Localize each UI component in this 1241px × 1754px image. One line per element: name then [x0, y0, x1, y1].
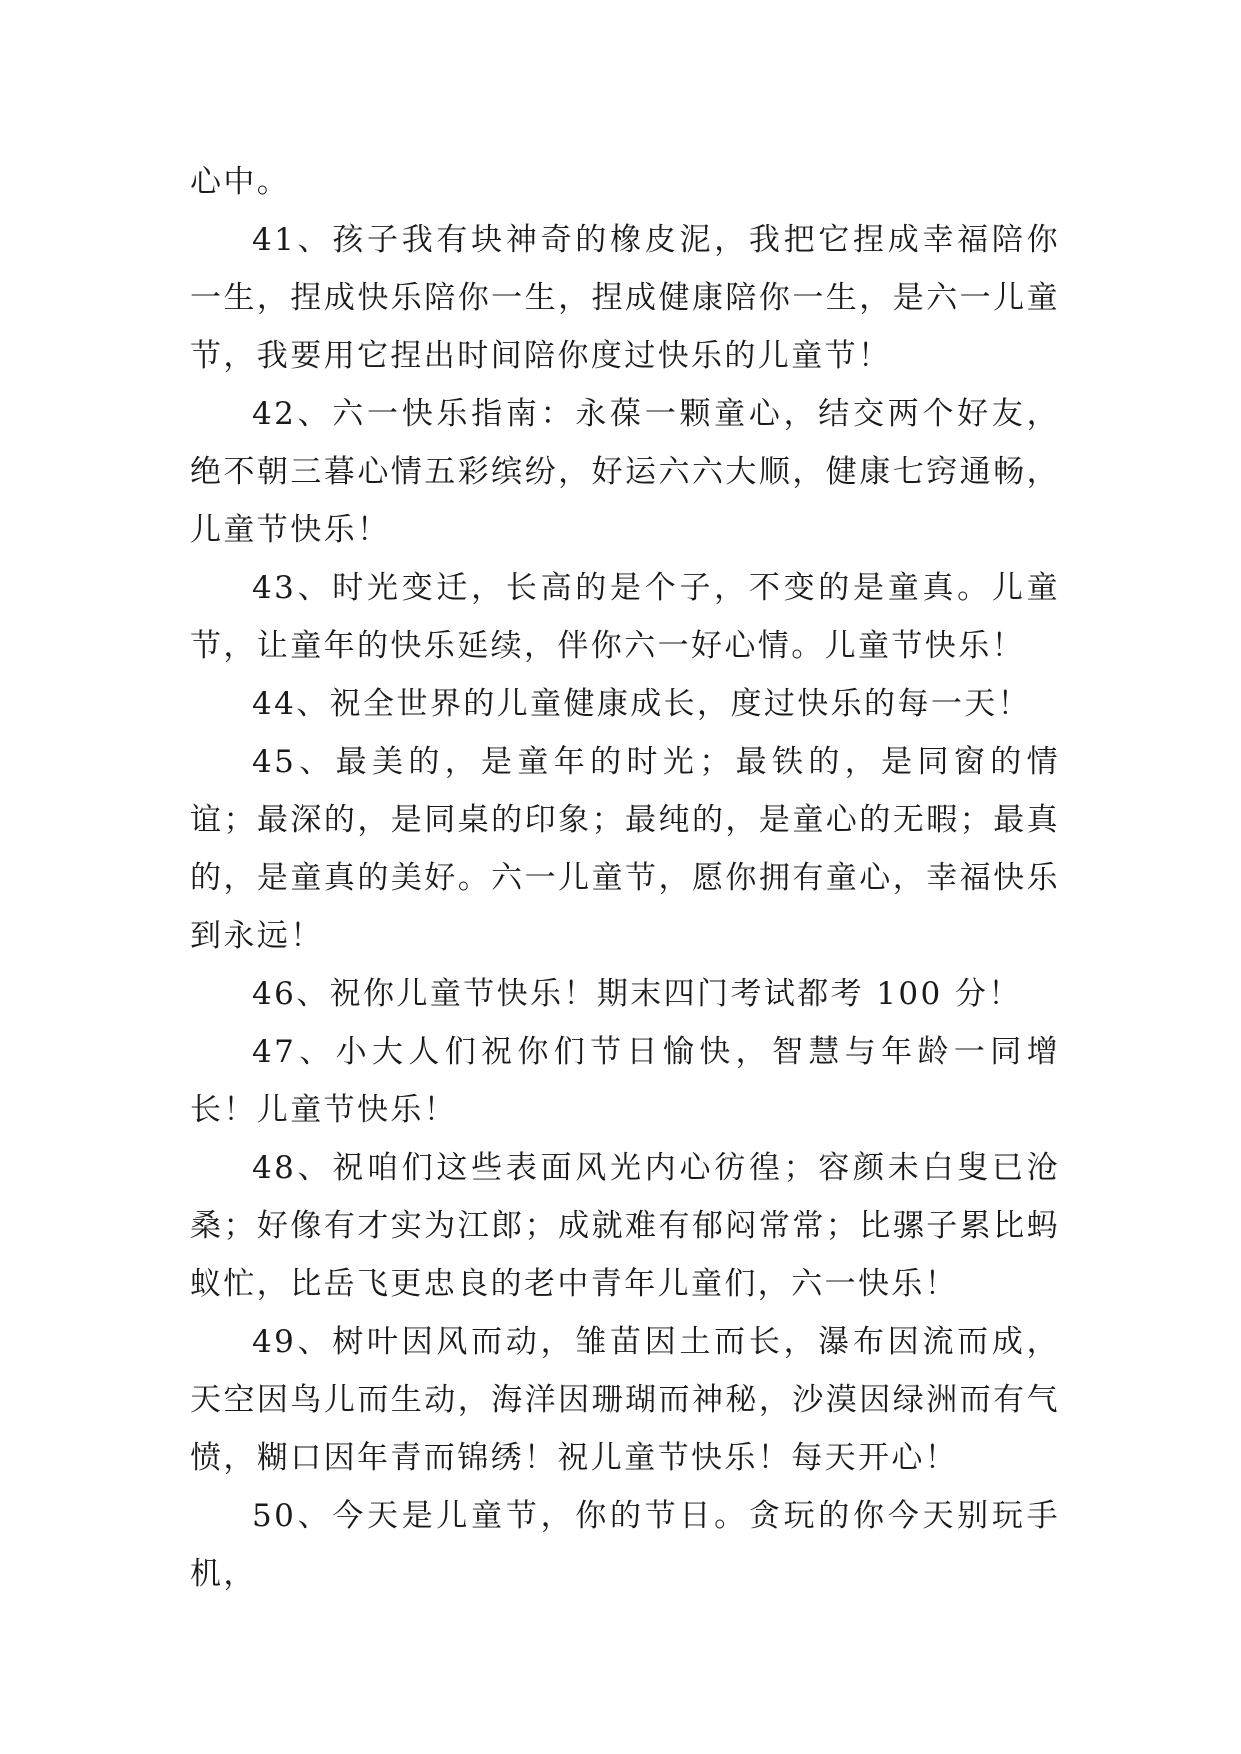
- paragraph-41: 41、孩子我有块神奇的橡皮泥，我把它捏成幸福陪你一生，捏成快乐陪你一生，捏成健康陪你一生，是六一儿童节，我要用它捏出时间陪你度过快乐的儿童节！: [190, 222, 1060, 374]
- paragraph-48: 48、祝咱们这些表面风光内心彷徨；容颜未白叟已沧桑；好像有才实为江郎；成就难有郁闷常常；比骡子累比蚂蚁忙，比岳飞更忠良的老中青年儿童们，六一快乐！: [190, 1150, 1060, 1302]
- paragraph-45: 45、最美的，是童年的时光；最铁的，是同窗的情谊；最深的，是同桌的印象；最纯的，是童心的无暇；最真的，是童真的美好。六一儿童节，愿你拥有童心，幸福快乐到永远！: [190, 744, 1060, 954]
- paragraph-50: 50、今天是儿童节，你的节日。贪玩的你今天别玩手机，: [190, 1498, 1060, 1592]
- paragraph-continuation: 心中。: [190, 164, 291, 200]
- paragraph-46: 46、祝你儿童节快乐！期末四门考试都考 100 分！: [252, 976, 1022, 1012]
- paragraph-49: 49、树叶因风而动，雏苗因土而长，瀑布因流而成，天空因鸟儿而生动，海洋因珊瑚而神秘，沙漠因绿洲而有气愤，糊口因年青而锦绣！祝儿童节快乐！每天开心！: [190, 1324, 1060, 1476]
- paragraph-43: 43、时光变迁，长高的是个子，不变的是童真。儿童节，让童年的快乐延续，伴你六一好心情。儿童节快乐！: [190, 570, 1060, 664]
- body-text: [190, 153, 1060, 1603]
- paragraph-42: 42、六一快乐指南：永葆一颗童心，结交两个好友，绝不朝三暮心情五彩缤纷，好运六六大顺，健康七窍通畅，儿童节快乐！: [190, 396, 1060, 548]
- paragraph-44: 44、祝全世界的儿童健康成长，度过快乐的每一天！: [252, 686, 1032, 722]
- paragraph-47: 47、小大人们祝你们节日愉快，智慧与年龄一同增长！儿童节快乐！: [190, 1034, 1060, 1128]
